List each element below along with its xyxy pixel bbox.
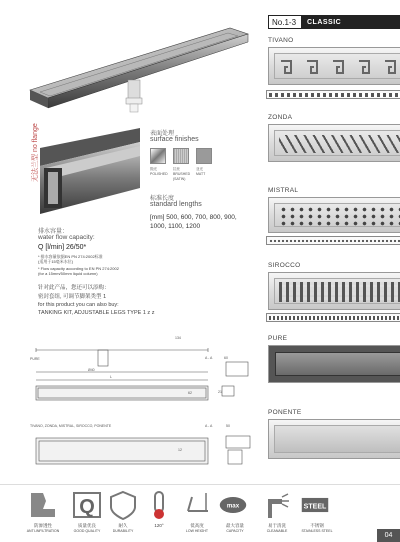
flow-note-en1: * Flow capacity according to EN PN 274:2002: [38, 266, 119, 271]
product-name-zonda: ZONDA: [268, 114, 293, 121]
section-a-label: A - A: [205, 356, 213, 360]
icon-label-water-en: ANTI-INFILTRATION: [26, 529, 60, 533]
flow-note-cn1: * 排水容量依据EN PN 274:2002标准: [38, 254, 103, 259]
ponente-grate: [268, 419, 400, 459]
capacity-icon: [218, 489, 248, 521]
drawing-label-pure: PURE: [30, 357, 40, 361]
dim-60: 60: [224, 356, 228, 360]
section-b-label: A - A: [205, 424, 213, 428]
flow-value: Q [l/min] 26/50*: [38, 244, 87, 251]
pure-grate: [268, 345, 400, 383]
height-icon: [182, 489, 212, 521]
footer-divider: [0, 484, 400, 485]
corner-detail-image: [40, 128, 140, 214]
finish-polished-cn: 抛光: [150, 167, 157, 171]
series-badge: [268, 15, 400, 29]
finishes-title-cn: 表面处理: [150, 131, 175, 137]
dim-21: 21: [218, 390, 222, 394]
mistral-grate: [268, 197, 400, 233]
cleanable-icon: [262, 489, 292, 521]
svg-text:Q: Q: [79, 496, 95, 518]
icon-label-quality-cn: 质量优良: [78, 523, 96, 528]
durability-icon: [108, 489, 138, 521]
svg-text:STEEL: STEEL: [303, 503, 327, 511]
flow-title-cn: 排水容量：: [38, 229, 69, 235]
finish-brushed-swatch: [173, 148, 189, 164]
icon-label-cleanable-cn: 易于清洗: [268, 523, 286, 528]
finishes-title-en: surface finishes: [150, 136, 199, 143]
icon-label-durability-en: DURABILITY: [112, 529, 134, 533]
finish-brushed-cn: 拉丝: [173, 167, 180, 171]
series-name: CLASSIC: [307, 18, 342, 26]
tivano-strip: [266, 90, 400, 99]
finish-polished-swatch: [150, 148, 166, 164]
finish-matt-swatch: [196, 148, 212, 164]
dim-50: 50: [226, 424, 230, 428]
product-name-sirocco: SIROCCO: [268, 262, 301, 269]
svg-text:max: max: [226, 502, 240, 510]
steel-icon: [300, 489, 330, 521]
icon-label-quality-en: GOOD QUALITY: [73, 529, 101, 533]
drain-channel-image: [0, 20, 260, 120]
finish-brushed-en: BRUSHED (SATIN): [173, 172, 191, 181]
also-buy-cn2: 密封套组, 可调节脚架类型 1: [38, 294, 107, 300]
finish-matt-cn: 亚光: [196, 167, 203, 171]
lengths-title-en: standard lengths: [150, 201, 202, 208]
dim-diameter: Ø40: [88, 368, 95, 372]
flow-note-en2: (for a 15mm/50mm liquid column): [38, 271, 98, 276]
finish-matt-en: MATT: [196, 172, 206, 176]
temperature-icon: [144, 489, 174, 521]
page-number: 04: [377, 529, 400, 542]
dim-length: L: [110, 375, 112, 379]
no-flange-label: 无法兰型 no flange: [32, 123, 39, 182]
others-technical-drawing: [28, 432, 260, 474]
product-name-ponente: PONENTE: [268, 409, 302, 416]
icon-label-capacity-en: CAPACITY: [226, 529, 244, 533]
icon-label-temperature: 120°: [154, 523, 164, 528]
icon-label-water-cn: 防渗透性: [34, 523, 52, 528]
icon-label-steel-en: STAINLESS STEEL: [301, 529, 333, 533]
product-name-pure: PURE: [268, 335, 288, 342]
quality-icon: [72, 489, 102, 521]
lengths-title-cn: 标准长度: [150, 196, 175, 202]
flow-note-cn2: (适用于15毫米水位): [38, 259, 74, 264]
icon-label-capacity-cn: 最大容量: [226, 523, 244, 528]
icon-label-cleanable-en: CLEANABLE: [266, 529, 288, 533]
zonda-grate: [268, 124, 400, 162]
mistral-strip: [266, 236, 400, 245]
product-name-tivano: TIVANO: [268, 37, 294, 44]
dim-12: 12: [178, 448, 182, 452]
dim-height: 134: [175, 336, 181, 340]
lengths-line1: [mm] 500, 600, 700, 800, 900,: [150, 214, 237, 221]
drawing-label-others: TIVANO, ZONDA, MISTRAL, SIROCCO, PONENTE: [30, 424, 112, 428]
also-buy-cn1: 针对此产品，您还可以添购：: [38, 285, 110, 291]
sirocco-grate: [268, 272, 400, 310]
icon-label-height-en: LOW HEIGHT: [185, 529, 209, 533]
sirocco-strip: [266, 313, 400, 322]
dim-width: 62: [188, 391, 192, 395]
also-buy-en2: TANKING KIT, ADJUSTABLE LEGS TYPE 1 z z: [38, 310, 155, 316]
tivano-grate: [268, 47, 400, 85]
flow-title-en: water flow capacity:: [38, 234, 95, 241]
finish-polished-en: POLISHED: [150, 172, 168, 176]
water-icon: [28, 489, 58, 521]
lengths-line2: 1000, 1100, 1200: [150, 223, 201, 230]
pure-technical-drawing: [28, 330, 260, 422]
icon-label-height-cn: 低高度: [190, 523, 204, 528]
icon-label-durability-cn: 耐久: [118, 523, 128, 528]
icon-label-steel-cn: 不锈钢: [310, 523, 324, 528]
also-buy-en1: for this product you can also buy:: [38, 302, 119, 308]
series-number: No.1-3: [268, 15, 302, 29]
product-name-mistral: MISTRAL: [268, 187, 299, 194]
